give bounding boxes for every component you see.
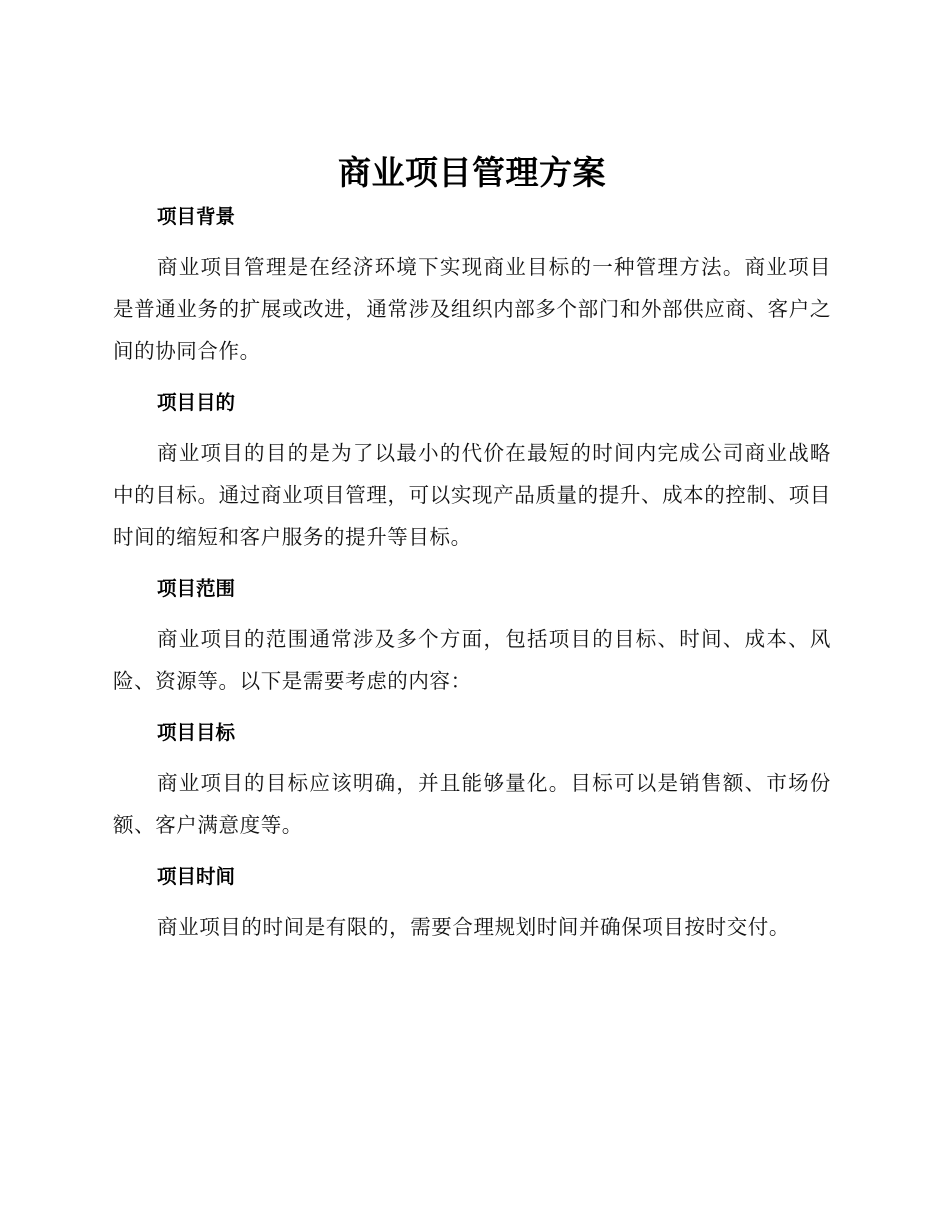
- document-body: [113, 150, 831, 948]
- section-heading: 项目目标: [157, 721, 236, 744]
- section-heading: 项目时间: [157, 865, 236, 888]
- section-paragraph: 商业项目管理是在经济环境下实现商业目标的一种管理方法。商业项目是普通业务的扩展或改进，通常涉及组织内部多个部门和外部供应商、客户之间的协同合作。: [113, 255, 831, 363]
- section-scope: [113, 568, 831, 702]
- section-background: [113, 196, 831, 372]
- section-paragraph: 商业项目的目标应该明确，并且能够量化。目标可以是销售额、市场份额、客户满意度等。: [113, 771, 831, 837]
- section-timeline: [113, 856, 831, 948]
- section-paragraph: 商业项目的目的是为了以最小的代价在最短的时间内完成公司商业战略中的目标。通过商业项目管理，可以实现产品质量的提升、成本的控制、项目时间的缩短和客户服务的提升等目标。: [113, 441, 831, 549]
- section-heading: 项目范围: [157, 577, 236, 600]
- section-heading: 项目目的: [157, 391, 236, 414]
- section-paragraph: 商业项目的范围通常涉及多个方面，包括项目的目标、时间、成本、风险、资源等。以下是需要考虑的内容：: [113, 627, 831, 693]
- document-title: 商业项目管理方案: [338, 153, 606, 192]
- section-goals: [113, 712, 831, 846]
- section-heading: 项目背景: [157, 205, 236, 228]
- section-paragraph: 商业项目的时间是有限的，需要合理规划时间并确保项目按时交付。: [157, 915, 790, 939]
- section-purpose: [113, 382, 831, 558]
